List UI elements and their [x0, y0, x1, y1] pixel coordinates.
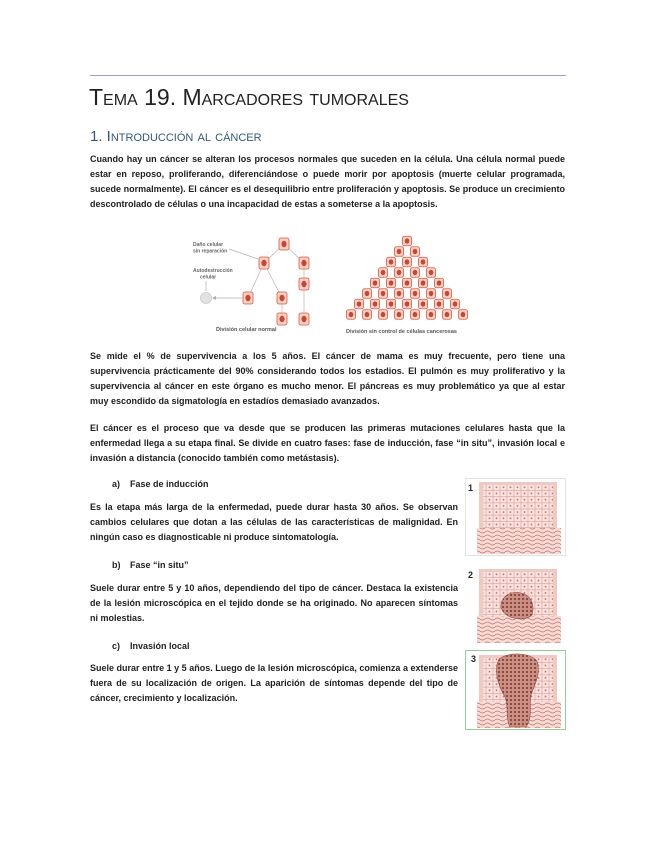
cell-nucleus	[445, 291, 450, 296]
cell-nucleus	[421, 259, 426, 264]
apoptotic-cell	[201, 293, 212, 304]
cancer-cell	[419, 299, 428, 309]
cell-nucleus	[389, 280, 394, 285]
apoptosis-arrowhead	[212, 296, 216, 300]
cancer-cell	[395, 247, 404, 257]
cancer-cell	[435, 299, 444, 309]
cell-nucleus	[461, 312, 466, 317]
cell-nucleus	[413, 312, 418, 317]
cancer-cell	[363, 310, 372, 320]
cell-nucleus	[445, 312, 450, 317]
phase-b-title: Fase “in situ”	[130, 560, 189, 570]
cell-nucleus	[397, 312, 402, 317]
normal-cell	[277, 313, 287, 325]
section-heading: 1. Introducción al cáncer	[90, 128, 262, 145]
cell-nucleus	[381, 312, 386, 317]
cancer-cell	[363, 289, 372, 299]
phase-b-marker: b)	[112, 560, 121, 570]
cancer-cell	[403, 236, 412, 246]
phase-figure-local-invasion	[465, 650, 566, 730]
cell-nucleus	[357, 301, 362, 306]
cell-nucleus	[405, 238, 410, 243]
phase-a-title: Fase de inducción	[130, 479, 209, 489]
normal-cell	[299, 278, 309, 290]
cancer-cell	[395, 268, 404, 278]
cell-division-figure	[182, 232, 482, 340]
cancer-cell	[459, 310, 468, 320]
phase-c-title: Invasión local	[130, 641, 190, 651]
cell-nucleus	[381, 270, 386, 275]
cell-nucleus	[397, 291, 402, 296]
cancer-cell	[387, 299, 396, 309]
figure-number-1: 1	[468, 483, 474, 493]
normal-division-tree	[243, 238, 309, 325]
damage-label-line1: Daño celular	[193, 242, 224, 248]
figure-number-3: 3	[471, 654, 477, 664]
cell-nucleus	[245, 295, 250, 301]
phase-c-description: Suele durar entre 1 y 5 años. Luego de la lesión microscópica, comienza a extenderse fuera de su localización de origen. La aparición de síntomas depende del tipo de cáncer, crecimiento y localización.	[90, 663, 458, 703]
cell-nucleus	[421, 301, 426, 306]
cancer-cell	[435, 278, 444, 288]
cancer-cell	[403, 278, 412, 288]
cell-nucleus	[453, 301, 458, 306]
cell-nucleus	[405, 280, 410, 285]
phase-a-description: Es la etapa más larga de la enfermedad, puede durar hasta 30 años. Se observan cambios celulares que dotan a las células de las características de malignidad. En ningún caso es diagnosticable ni produce sintomatología.	[90, 502, 458, 542]
cancer-cell	[395, 289, 404, 299]
cell-nucleus	[405, 259, 410, 264]
phase-c-item	[112, 639, 190, 654]
intro-paragraph: Cuando hay un cáncer se alteran los procesos normales que suceden en la célula. Una célula normal puede estar en reposo, proliferando, diferenciándose o puede morir por apoptosis (muerte celular programada, sucede normalmente). El cáncer es el desequilibrio entre proliferación y apoptosis. Se produce un crecimiento descontrolado de células o una incapacidad de estas a someterse a la apoptosis.	[90, 154, 565, 209]
cell-nucleus	[413, 291, 418, 296]
cancer-cell	[379, 289, 388, 299]
cell-nucleus	[397, 249, 402, 254]
phase-a-marker: a)	[112, 479, 121, 489]
cell-nucleus	[405, 301, 410, 306]
apoptosis-label-line2: celular	[200, 274, 217, 281]
normal-division-caption: División celular normal	[216, 327, 277, 333]
phases-paragraph: El cáncer es el proceso que va desde que se producen las primeras mutaciones celulares hasta que la enfermedad llega a su etapa final. Se divide en cuatro fases: fase de inducción, fase “in situ”, invasión local e invasión a distancia (conocido también como metástasis).	[90, 423, 565, 463]
cancer-cell	[379, 268, 388, 278]
cell-nucleus	[421, 280, 426, 285]
cell-nucleus	[365, 312, 370, 317]
stroma-layer	[477, 616, 561, 643]
normal-cell	[243, 292, 253, 304]
phase-figure-in-situ	[465, 565, 566, 645]
normal-division-diagram	[193, 238, 309, 333]
cell-nucleus	[429, 291, 434, 296]
cancer-cell	[427, 268, 436, 278]
uncontrolled-division-diagram	[346, 236, 468, 335]
cancer-cell	[387, 278, 396, 288]
damage-pointer	[229, 249, 258, 259]
normal-cell	[259, 257, 269, 269]
cell-nucleus	[373, 280, 378, 285]
phase-b-item	[112, 558, 189, 573]
normal-cell	[299, 257, 309, 269]
cancer-cell	[411, 247, 420, 257]
cancer-cell	[411, 310, 420, 320]
figure-number-2: 2	[468, 570, 474, 580]
stroma-layer	[477, 528, 561, 554]
cell-nucleus	[413, 249, 418, 254]
cancer-cell	[387, 257, 396, 267]
cancer-cell	[427, 289, 436, 299]
cell-nucleus	[389, 259, 394, 264]
cell-nucleus	[413, 270, 418, 275]
cancer-cell	[371, 299, 380, 309]
cancer-cell	[411, 268, 420, 278]
cell-nucleus	[281, 241, 286, 247]
cancer-cell	[419, 257, 428, 267]
cancer-cell	[443, 310, 452, 320]
damage-label-line2: sin reparación	[193, 248, 228, 255]
cell-nucleus	[381, 291, 386, 296]
cell-nucleus	[279, 295, 284, 301]
cell-nucleus	[261, 260, 266, 266]
cell-nucleus	[389, 301, 394, 306]
cancer-cell	[395, 310, 404, 320]
cancer-cell	[443, 289, 452, 299]
uncontrolled-division-caption: División sin control de células cancerosas	[346, 329, 457, 335]
phase-figure-induction	[465, 478, 566, 556]
cancer-cell	[403, 299, 412, 309]
cancer-cell	[451, 299, 460, 309]
cell-nucleus	[301, 260, 306, 266]
phase-a-item	[112, 477, 209, 492]
apoptosis-label-line1: Autodestrucción	[193, 268, 233, 274]
phase-c-marker: c)	[112, 641, 121, 651]
normal-cell	[299, 313, 309, 325]
cell-nucleus	[365, 291, 370, 296]
cancer-cell	[427, 310, 436, 320]
page-title: Tema 19. Marcadores tumorales	[89, 84, 409, 110]
cell-nucleus	[301, 281, 306, 287]
phase-b-description: Suele durar entre 5 y 10 años, dependiendo del tipo de cáncer. Destaca la existencia de la lesión microscópica en el tejido donde se ha originado. No aparecen síntomas ni molestias.	[90, 583, 458, 623]
cell-nucleus	[301, 316, 306, 322]
cell-nucleus	[373, 301, 378, 306]
normal-cell	[277, 292, 287, 304]
cell-nucleus	[279, 316, 284, 322]
cancer-cell	[355, 299, 364, 309]
cancer-cell	[419, 278, 428, 288]
title-rule	[90, 75, 566, 76]
cancer-cell	[411, 289, 420, 299]
cell-nucleus	[437, 280, 442, 285]
cell-nucleus	[437, 301, 442, 306]
cell-nucleus	[429, 270, 434, 275]
cell-nucleus	[397, 270, 402, 275]
uncontrolled-division-pyramid	[347, 236, 468, 319]
cancer-cell	[347, 310, 356, 320]
cell-nucleus	[429, 312, 434, 317]
cancer-cell	[379, 310, 388, 320]
cancer-cell	[371, 278, 380, 288]
cancer-cell	[403, 257, 412, 267]
survival-paragraph: Se mide el % de supervivencia a los 5 años. El cáncer de mama es muy frecuente, pero tiene una supervivencia prácticamente del 90% considerando todos los estadios. El pulmón es muy proliferativo y la supervivencia al cáncer en este órgano es mucho menor. El páncreas es muy problemático ya que al estar muy escondido da sigmatología en estadíos demasiado avanzados.	[90, 351, 565, 406]
cell-nucleus	[349, 312, 354, 317]
epithelial-cell-grid	[483, 485, 553, 528]
normal-cell	[279, 238, 289, 250]
